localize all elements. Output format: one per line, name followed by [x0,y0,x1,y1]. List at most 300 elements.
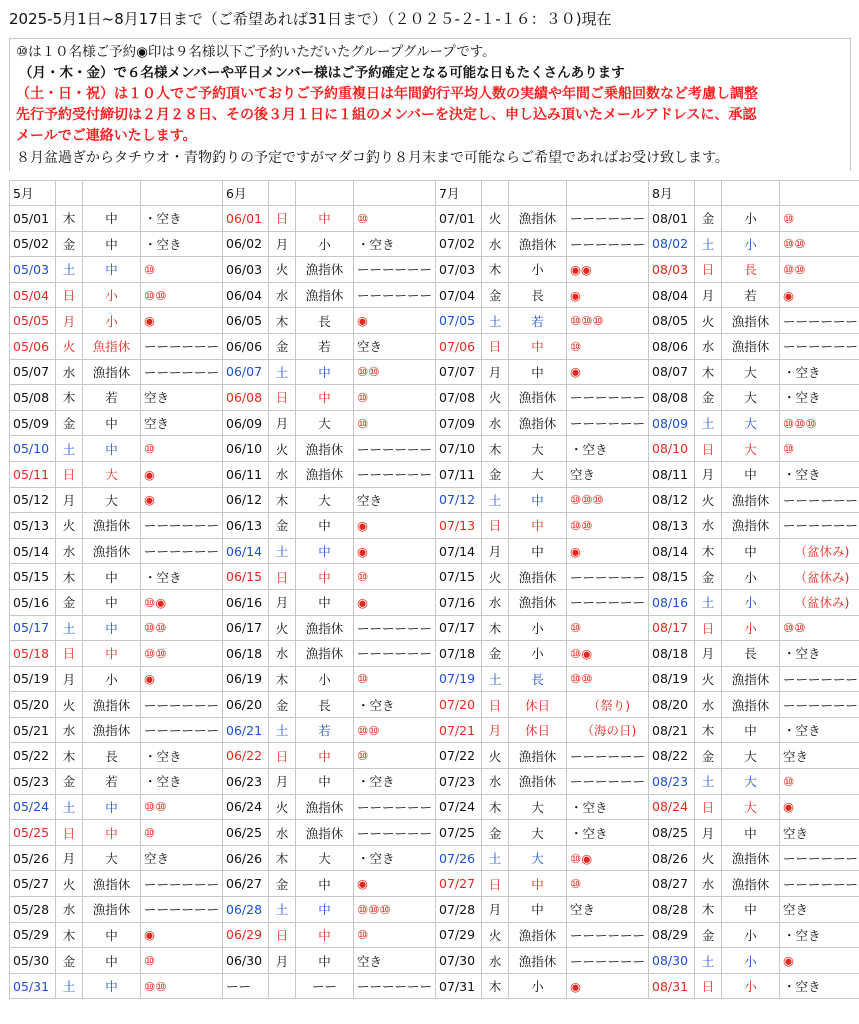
condition-cell: 中 [722,897,780,923]
reservation-cell: ⑩ [141,436,223,462]
condition-cell: 中 [296,564,354,590]
date-cell: 07/28 [436,897,482,923]
reservation-cell: ・空き [567,820,649,846]
reservation-cell: ⑩ [567,333,649,359]
date-cell: 06/27 [223,871,269,897]
condition-cell: 小 [722,564,780,590]
date-cell: 06/08 [223,385,269,411]
weekday-cell: 木 [482,257,509,283]
date-cell: 05/07 [10,359,56,385]
condition-cell: 小 [83,666,141,692]
date-cell: 07/24 [436,794,482,820]
date-cell: 05/31 [10,973,56,999]
weekday-cell: 月 [56,308,83,334]
weekday-cell: 金 [695,385,722,411]
reservation-cell: ーーーーーー [567,564,649,590]
weekday-cell: 木 [56,564,83,590]
condition-cell: 小 [83,282,141,308]
weekday-cell: 土 [56,794,83,820]
weekday-cell: 土 [695,948,722,974]
weekday-cell: 日 [695,794,722,820]
condition-cell: 中 [83,794,141,820]
condition-cell: 大 [296,845,354,871]
reservation-cell: ◉ [780,282,859,308]
table-row [10,769,859,795]
date-cell: 08/10 [649,436,695,462]
date-cell: 06/13 [223,513,269,539]
date-cell: 06/16 [223,589,269,615]
date-cell: 07/11 [436,461,482,487]
date-cell: 07/09 [436,410,482,436]
notice-line-2: （月・木・金）で６名様メンバーや平日メンバー様はご予約確定となる可能な日もたくさんあります [19,65,625,81]
weekday-cell: 火 [482,743,509,769]
date-cell: 08/28 [649,897,695,923]
header-empty-cell [269,181,296,206]
weekday-cell: 水 [482,589,509,615]
condition-cell: 長 [296,692,354,718]
condition-cell: 中 [509,333,567,359]
condition-cell: 漁指休 [722,487,780,513]
date-cell: 05/11 [10,461,56,487]
date-cell: 05/13 [10,513,56,539]
weekday-cell: 水 [695,692,722,718]
reservation-cell: （盆休み) [780,589,859,615]
condition-cell: 大 [722,359,780,385]
date-cell: 05/25 [10,820,56,846]
reservation-cell: ーーーーーー [780,308,859,334]
weekday-cell: 土 [56,257,83,283]
reservation-cell: ◉ [354,871,436,897]
reservation-cell: 空き [141,845,223,871]
condition-cell: 漁指休 [83,359,141,385]
date-cell: 06/29 [223,922,269,948]
weekday-cell: 木 [56,385,83,411]
reservation-cell: ・空き [354,845,436,871]
reservation-cell: ⑩⑩ [141,794,223,820]
weekday-cell: 水 [695,333,722,359]
weekday-cell: 火 [269,257,296,283]
date-cell: 06/22 [223,743,269,769]
table-row [10,589,859,615]
weekday-cell: 火 [482,206,509,232]
reservation-cell: ・空き [141,564,223,590]
condition-cell: 漁指休 [296,820,354,846]
reservation-cell: ⑩⑩ [354,359,436,385]
reservation-cell: ーーーーーー [567,231,649,257]
reservation-cell: ーーーーーー [354,794,436,820]
date-cell: 07/20 [436,692,482,718]
weekday-cell: 木 [482,615,509,641]
header-empty-cell [141,181,223,206]
reservation-cell: ーーーーーー [354,973,436,999]
date-cell: 08/19 [649,666,695,692]
condition-cell: 若 [296,717,354,743]
condition-cell: 小 [83,308,141,334]
reservation-cell: ⑩⑩⑩ [567,487,649,513]
reservation-cell: ⑩⑩ [141,615,223,641]
weekday-cell: 日 [269,206,296,232]
date-cell: 05/23 [10,769,56,795]
reservation-cell: ◉ [141,922,223,948]
reservation-cell: ーーーーーー [780,487,859,513]
condition-cell: 漁指休 [722,513,780,539]
reservation-cell: ⑩⑩ [141,641,223,667]
condition-cell: 漁指休 [509,922,567,948]
condition-cell: 若 [722,282,780,308]
reservation-cell: ーーーーーー [141,897,223,923]
date-cell: 06/10 [223,436,269,462]
reservation-cell: ◉ [141,666,223,692]
reservation-cell: ⑩⑩ [567,666,649,692]
weekday-cell: 日 [482,513,509,539]
reservation-cell: （盆休み) [780,564,859,590]
date-cell: 05/09 [10,410,56,436]
condition-cell: 漁指休 [509,410,567,436]
condition-cell: 漁指休 [296,282,354,308]
weekday-cell: 月 [269,948,296,974]
weekday-cell: 日 [482,692,509,718]
weekday-cell: 金 [56,589,83,615]
reservation-cell: 空き [780,820,859,846]
condition-cell: 中 [722,461,780,487]
weekday-cell: 木 [695,538,722,564]
reservation-cell: （盆休み) [780,538,859,564]
table-row [10,436,859,462]
reservation-cell: ⑩ [141,820,223,846]
condition-cell: 漁指休 [296,461,354,487]
date-cell: 05/08 [10,385,56,411]
reservation-cell: ーーーーーー [780,333,859,359]
date-cell: 07/12 [436,487,482,513]
weekday-cell: 土 [482,308,509,334]
date-cell: 07/07 [436,359,482,385]
weekday-cell: 水 [269,641,296,667]
condition-cell: 中 [296,871,354,897]
weekday-cell: 水 [482,410,509,436]
condition-cell: 漁指休 [509,743,567,769]
date-cell: 08/01 [649,206,695,232]
table-row [10,333,859,359]
condition-cell: 漁指休 [296,615,354,641]
weekday-cell: 月 [482,897,509,923]
weekday-cell: 火 [269,794,296,820]
weekday-cell: 木 [56,922,83,948]
table-row [10,666,859,692]
condition-cell: 中 [296,897,354,923]
date-cell: 05/24 [10,794,56,820]
weekday-cell: 火 [269,436,296,462]
date-cell: 08/11 [649,461,695,487]
reservation-cell: ⑩⑩ [780,231,859,257]
weekday-cell: 土 [56,973,83,999]
reservation-cell: ーーーーーー [354,436,436,462]
condition-cell: 漁指休 [83,897,141,923]
reservation-cell: ⑩ [567,615,649,641]
weekday-cell: 日 [269,385,296,411]
weekday-cell: 月 [482,538,509,564]
date-cell: 08/29 [649,922,695,948]
weekday-cell: 金 [269,513,296,539]
header-empty-cell [296,181,354,206]
date-cell: 05/06 [10,333,56,359]
reservation-cell: ⑩ [567,871,649,897]
condition-cell: 中 [296,513,354,539]
date-cell: 08/25 [649,820,695,846]
date-cell: 08/07 [649,359,695,385]
condition-cell: 大 [509,794,567,820]
reservation-cell: ーーーーーー [141,513,223,539]
table-row [10,359,859,385]
weekday-cell: 金 [269,333,296,359]
table-row [10,308,859,334]
reservation-cell: ーーーーーー [354,257,436,283]
condition-cell: 中 [296,385,354,411]
reservation-cell: ・空き [780,385,859,411]
month-header: 8月 [649,181,695,206]
reservation-cell: ⑩⑩ [354,717,436,743]
date-cell: 06/23 [223,769,269,795]
reservation-cell: ・空き [141,206,223,232]
date-cell: 07/18 [436,641,482,667]
reservation-cell: ーーーーーー [141,333,223,359]
condition-cell: 小 [722,922,780,948]
weekday-cell: 月 [695,820,722,846]
weekday-cell: 日 [56,820,83,846]
date-cell: 07/05 [436,308,482,334]
condition-cell: 漁指休 [509,769,567,795]
weekday-cell: 水 [56,538,83,564]
condition-cell: 漁指休 [722,871,780,897]
condition-cell: 大 [83,487,141,513]
condition-cell: 大 [722,769,780,795]
reservation-cell: （祭り) [567,692,649,718]
date-cell: 08/27 [649,871,695,897]
weekday-cell: 水 [269,820,296,846]
weekday-cell: 土 [695,769,722,795]
date-cell: 05/12 [10,487,56,513]
condition-cell: 漁指休 [83,513,141,539]
reservation-cell: ⑩⑩ [780,615,859,641]
condition-cell: 小 [722,206,780,232]
date-cell: 08/03 [649,257,695,283]
condition-cell: 漁指休 [296,257,354,283]
condition-cell: 中 [83,973,141,999]
date-cell: 06/28 [223,897,269,923]
table-row [10,385,859,411]
condition-cell: 小 [509,973,567,999]
weekday-cell: 土 [482,487,509,513]
condition-cell: 中 [83,410,141,436]
reservation-cell: ・空き [780,641,859,667]
weekday-cell: 日 [56,461,83,487]
reservation-cell: ⑩⑩ [567,513,649,539]
date-cell: 05/21 [10,717,56,743]
date-cell: 07/06 [436,333,482,359]
date-cell: 08/23 [649,769,695,795]
date-cell: 06/12 [223,487,269,513]
table-row [10,615,859,641]
condition-cell: 若 [83,385,141,411]
weekday-cell: 火 [482,385,509,411]
weekday-cell: 火 [56,513,83,539]
date-cell: 05/04 [10,282,56,308]
weekday-cell: 月 [482,717,509,743]
reservation-cell: ⑩ [354,206,436,232]
condition-cell: 長 [509,282,567,308]
condition-cell: 中 [83,231,141,257]
weekday-cell: 金 [56,769,83,795]
date-cell: 07/02 [436,231,482,257]
header-empty-cell [695,181,722,206]
condition-cell: 中 [509,871,567,897]
weekday-cell: 金 [695,206,722,232]
date-cell: 05/26 [10,845,56,871]
date-cell: 08/24 [649,794,695,820]
condition-cell: 中 [83,948,141,974]
reservation-cell: 空き [141,410,223,436]
reservation-cell: ⑩◉ [567,641,649,667]
weekday-cell: 水 [695,871,722,897]
reservation-cell: ・空き [780,461,859,487]
weekday-cell: 火 [56,333,83,359]
condition-cell: 中 [83,436,141,462]
date-cell: 08/22 [649,743,695,769]
reservation-cell: ◉ [780,794,859,820]
reservation-cell: 空き [354,333,436,359]
date-cell: 08/09 [649,410,695,436]
condition-cell: 漁指休 [296,641,354,667]
condition-cell: 漁指休 [509,948,567,974]
month-header: 5月 [10,181,56,206]
condition-cell: 小 [722,231,780,257]
condition-cell: 漁指休 [83,692,141,718]
weekday-cell: 月 [56,666,83,692]
condition-cell: 若 [83,769,141,795]
weekday-cell: 水 [56,359,83,385]
condition-cell: 中 [509,359,567,385]
page-title: 2025-5月1日~8月17日まで（ご希望あれば31日まで）（２０２５-２-１-１６：３０)現在 [9,10,612,28]
weekday-cell: 土 [482,845,509,871]
reservation-cell: ーーーーーー [141,538,223,564]
table-row [10,692,859,718]
weekday-cell: 木 [482,794,509,820]
reservation-cell: ⑩ [354,385,436,411]
condition-cell: 小 [509,257,567,283]
date-cell: 07/17 [436,615,482,641]
condition-cell: 大 [296,487,354,513]
weekday-cell: 月 [269,231,296,257]
weekday-cell: 土 [482,666,509,692]
condition-cell: 長 [83,743,141,769]
date-cell: 08/04 [649,282,695,308]
reservation-cell: ・空き [141,743,223,769]
reservation-cell: ーーーーーー [567,410,649,436]
date-cell: 07/01 [436,206,482,232]
date-cell: 06/06 [223,333,269,359]
notice-line-6: ８月盆過ぎからタチウオ・青物釣りの予定ですがマダコ釣り８月末まで可能ならご希望であればお受け致します。 [16,150,729,166]
reservation-cell: ーーーーーー [567,385,649,411]
date-cell: 07/29 [436,922,482,948]
table-row [10,897,859,923]
notice-line-1: ⑩は１０名様ご予約◉印は９名様以下ご予約いただいたグループグループです。 [16,44,496,60]
condition-cell: 中 [83,615,141,641]
weekday-cell [269,973,296,999]
table-row [10,871,859,897]
condition-cell: 中 [509,538,567,564]
table-row [10,206,859,232]
date-cell: 08/20 [649,692,695,718]
weekday-cell: 金 [695,564,722,590]
reservation-cell: ーーーーーー [567,769,649,795]
weekday-cell: 金 [56,410,83,436]
reservation-cell: ・空き [780,922,859,948]
table-row [10,231,859,257]
weekday-cell: 金 [482,282,509,308]
condition-cell: 小 [296,666,354,692]
weekday-cell: 日 [482,871,509,897]
date-cell: 06/25 [223,820,269,846]
date-cell: 07/08 [436,385,482,411]
reservation-cell: 空き [780,897,859,923]
reservation-cell: ーーーーーー [567,948,649,974]
date-cell: 06/04 [223,282,269,308]
reservation-cell: ーーーーーー [354,461,436,487]
reservation-cell: ーーーーーー [567,922,649,948]
condition-cell: 大 [722,385,780,411]
date-cell: 05/29 [10,922,56,948]
condition-cell: 中 [83,206,141,232]
reservation-cell: ・空き [354,692,436,718]
reservation-cell: ◉ [567,973,649,999]
date-cell: 05/27 [10,871,56,897]
reservation-cell: ーーーーーー [780,845,859,871]
header-empty-cell [780,181,859,206]
reservation-cell: ◉ [567,538,649,564]
table-row [10,487,859,513]
condition-cell: 大 [83,461,141,487]
reservation-cell: ・空き [354,769,436,795]
condition-cell: 休日 [509,692,567,718]
reservation-cell: ーーーーーー [780,666,859,692]
condition-cell: 中 [509,897,567,923]
header-empty-cell [83,181,141,206]
date-cell: 07/27 [436,871,482,897]
condition-cell: 小 [296,231,354,257]
reservation-cell: （海の日) [567,717,649,743]
weekday-cell: 金 [695,922,722,948]
reservation-cell: ーーーーーー [141,717,223,743]
table-row [10,794,859,820]
condition-cell: 漁指休 [83,538,141,564]
date-cell: 06/18 [223,641,269,667]
condition-cell: 中 [722,820,780,846]
date-cell: 07/25 [436,820,482,846]
weekday-cell: 金 [56,948,83,974]
condition-cell: 漁指休 [509,385,567,411]
condition-cell: 若 [509,308,567,334]
reservation-cell: 空き [780,743,859,769]
header-empty-cell [722,181,780,206]
notice-line-4: 先行予約受付締切は２月２８日、その後３月１日に１組のメンバーを決定し、申し込み頂いたメールアドレスに、承認 [16,107,757,123]
date-cell: 05/16 [10,589,56,615]
weekday-cell: 水 [56,897,83,923]
condition-cell: 小 [722,589,780,615]
date-cell: 08/13 [649,513,695,539]
date-cell: 06/30 [223,948,269,974]
reservation-cell: ーーーーーー [780,692,859,718]
condition-cell: 漁指休 [83,717,141,743]
condition-cell: 漁指休 [722,333,780,359]
